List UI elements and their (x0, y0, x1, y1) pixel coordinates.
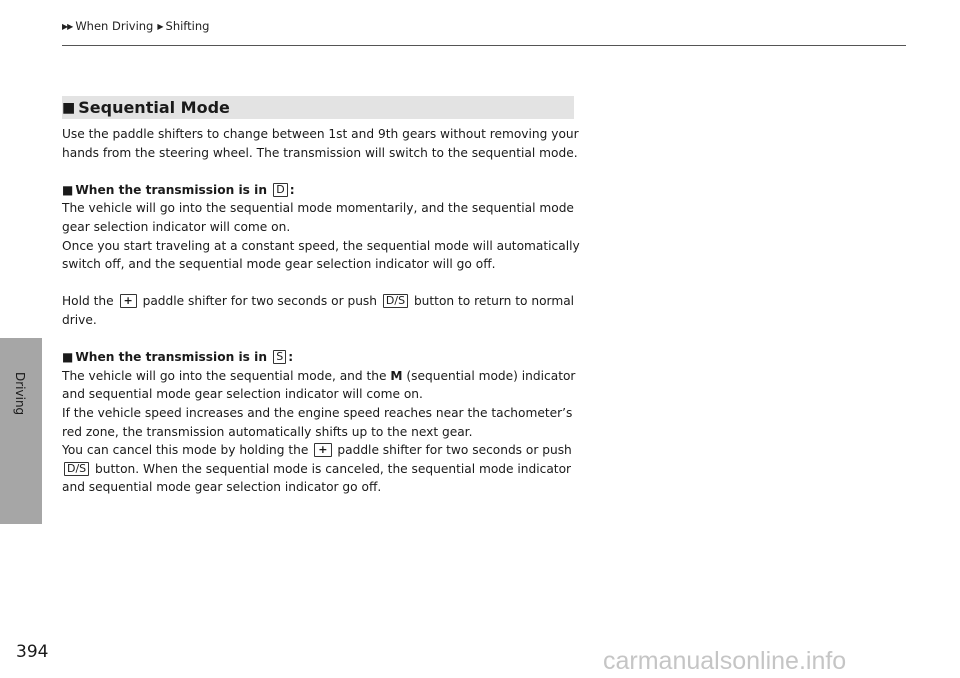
s-mode-heading: ■ When the transmission is in S : (62, 350, 294, 365)
plus-paddle-icon: + (314, 443, 331, 457)
s-mode-cancel-line: and sequential mode gear selection indicator go off. (62, 480, 382, 495)
double-arrow-icon: ▶▶ (62, 21, 73, 31)
header-divider (62, 45, 906, 46)
chapter-tab[interactable] (0, 338, 42, 524)
s-mode-line: The vehicle will go into the sequential mode, and the M (sequential mode) indicator (62, 368, 576, 383)
sequential-mode-section (62, 96, 580, 497)
breadcrumb (62, 19, 209, 33)
s-mode-line: If the vehicle speed increases and the engine speed reaches near the tachometer’s (62, 405, 573, 420)
s-key-icon: S (273, 350, 286, 364)
arrow-icon: ▶ (157, 21, 163, 31)
intro-line: hands from the steering wheel. The transmission will switch to the sequential mode. (62, 145, 578, 160)
m-indicator-label: M (390, 368, 403, 383)
d-key-icon: D (273, 183, 287, 197)
section-heading (62, 96, 574, 119)
breadcrumb-parent[interactable]: When Driving (75, 19, 154, 33)
square-bullet-icon: ■ (62, 182, 74, 197)
plus-paddle-icon: + (120, 294, 137, 308)
watermark: carmanualsonline.info (603, 647, 847, 675)
page-number: 394 (16, 642, 49, 662)
d-mode-line: The vehicle will go into the sequential mode momentarily, and the sequential mode (62, 201, 574, 216)
s-mode-cancel-line: D/S button. When the sequential mode is canceled, the sequential mode indicator (62, 460, 574, 479)
s-mode-line: red zone, the transmission automatically shifts up to the next gear. (62, 424, 473, 439)
section-title: Sequential Mode (78, 98, 230, 117)
d-mode-return-line: drive. (62, 312, 97, 327)
d-mode-return-line: Hold the + paddle shifter for two seconds or push D/S button to return to normal (62, 294, 575, 309)
intro-line: Use the paddle shifters to change between 1st and 9th gears without removing your (62, 127, 579, 141)
ds-button-icon: D/S (383, 294, 408, 308)
chapter-tab-label: Driving (13, 372, 27, 416)
square-bullet-icon: ■ (62, 350, 74, 365)
square-bullet-icon: ■ (62, 99, 76, 116)
breadcrumb-current[interactable]: Shifting (165, 19, 210, 33)
ds-button-icon: D/S (64, 462, 89, 476)
s-mode-cancel-line: You can cancel this mode by holding the + paddle shifter for two seconds or push (62, 443, 572, 458)
d-mode-heading: ■ When the transmission is in D : (62, 182, 295, 197)
s-mode-line: and sequential mode gear selection indicator will come on. (62, 387, 423, 402)
d-mode-line: switch off, and the sequential mode gear selection indicator will go off. (62, 257, 496, 272)
d-mode-line: gear selection indicator will come on. (62, 219, 291, 234)
d-mode-line: Once you start traveling at a constant speed, the sequential mode will automatically (62, 238, 580, 253)
